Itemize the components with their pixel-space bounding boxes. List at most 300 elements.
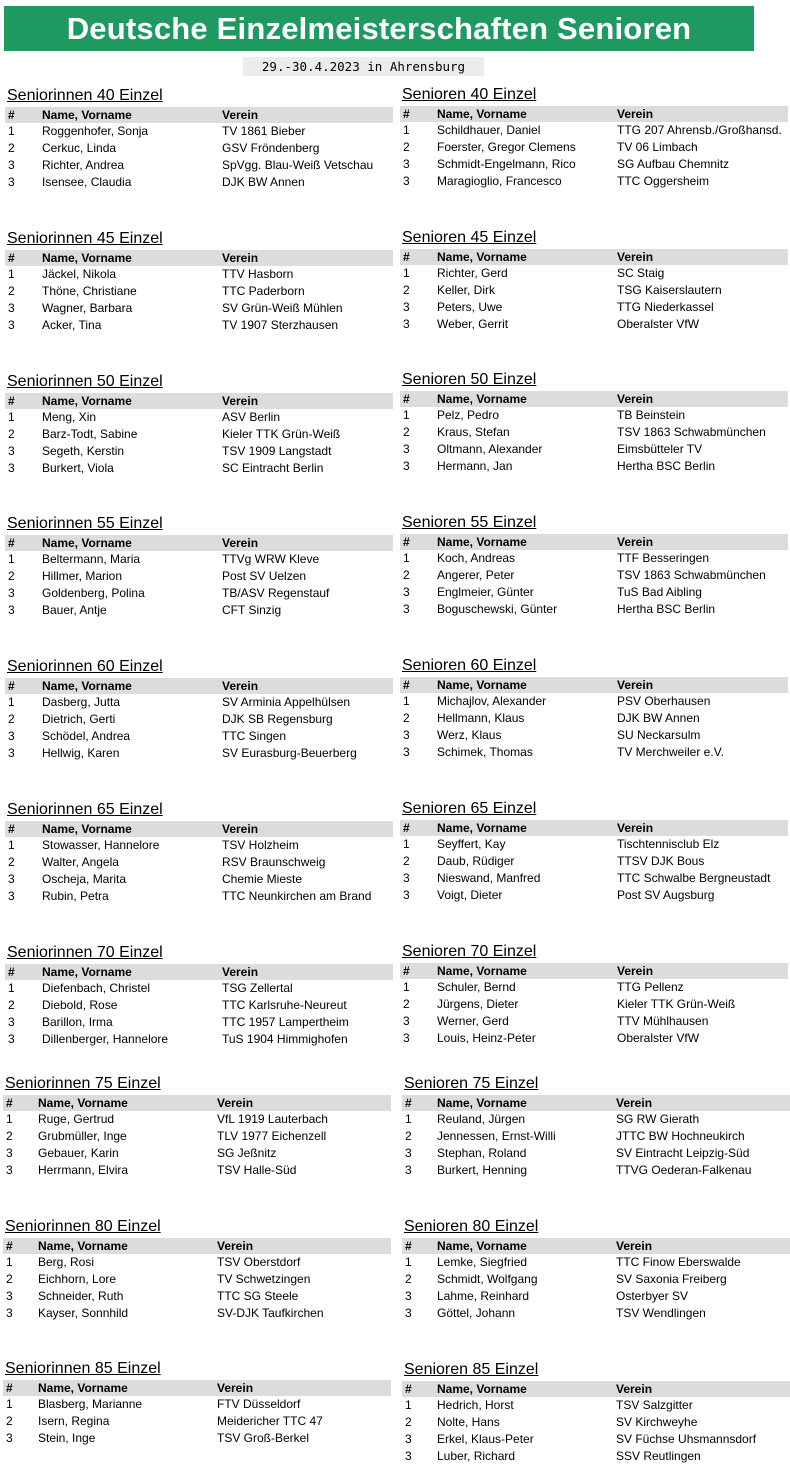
- rank-cell: 2: [403, 283, 410, 297]
- rank-cell: 3: [405, 1306, 412, 1320]
- club-name: PSV Oberhausen: [617, 694, 711, 708]
- header-name: Name, Vorname: [38, 1381, 128, 1395]
- table-row: [5, 602, 393, 619]
- club-name: TTVg WRW Kleve: [222, 552, 320, 566]
- table-row: [5, 854, 393, 871]
- player-name: Luber, Richard: [437, 1449, 516, 1463]
- club-name: TTG Niederkassel: [617, 300, 714, 314]
- player-name: Foerster, Gregor Clemens: [437, 140, 576, 154]
- player-name: Richter, Andrea: [42, 158, 125, 172]
- rank-cell: 1: [6, 1112, 13, 1126]
- club-name: SG Jeßnitz: [217, 1146, 277, 1160]
- player-name: Nolte, Hans: [437, 1415, 500, 1429]
- rank-cell: 1: [405, 1255, 412, 1269]
- club-name: TTC SG Steele: [217, 1289, 299, 1303]
- results-section: [5, 86, 393, 191]
- table-row: [5, 123, 393, 140]
- header-name: Name, Vorname: [42, 536, 132, 550]
- rank-cell: 2: [405, 1415, 412, 1429]
- table-row: [400, 156, 788, 173]
- table-row: [400, 567, 788, 584]
- header-rank: #: [8, 251, 15, 265]
- table-row: [5, 283, 393, 300]
- table-row: [5, 317, 393, 334]
- header-rank: #: [405, 1382, 412, 1396]
- rank-cell: 3: [8, 872, 15, 886]
- club-name: TuS Bad Aibling: [617, 585, 702, 599]
- table-header: [3, 1238, 391, 1254]
- rank-cell: 2: [6, 1414, 13, 1428]
- player-name: Barz-Todt, Sabine: [42, 427, 138, 441]
- club-name: DJK SB Regensburg: [222, 712, 333, 726]
- table-row: [5, 837, 393, 854]
- section-title: Seniorinnen 45 Einzel: [7, 230, 163, 247]
- rank-cell: 1: [403, 837, 410, 851]
- table-row: [400, 693, 788, 710]
- rank-cell: 3: [403, 459, 410, 473]
- club-name: SG RW Gierath: [616, 1112, 700, 1126]
- table-row: [400, 996, 788, 1013]
- table-row: [5, 997, 393, 1014]
- rank-cell: 3: [403, 745, 410, 759]
- table-row: [5, 426, 393, 443]
- header-name: Name, Vorname: [437, 678, 527, 692]
- results-section: [3, 1217, 391, 1322]
- rank-cell: 3: [8, 461, 15, 475]
- header-club: Verein: [222, 822, 259, 836]
- rank-cell: 1: [405, 1398, 412, 1412]
- header-club: Verein: [617, 107, 654, 121]
- rank-cell: 2: [405, 1272, 412, 1286]
- club-name: SV Grün-Weiß Mühlen: [222, 301, 343, 315]
- results-section: [400, 85, 788, 190]
- club-name: Tischtennisclub Elz: [617, 837, 720, 851]
- rank-cell: 1: [6, 1255, 13, 1269]
- header-club: Verein: [617, 964, 654, 978]
- table-row: [5, 888, 393, 905]
- rank-cell: 3: [8, 603, 15, 617]
- club-name: TuS 1904 Himmighofen: [222, 1032, 348, 1046]
- rank-cell: 3: [403, 728, 410, 742]
- club-name: VfL 1919 Lauterbach: [217, 1112, 328, 1126]
- rank-cell: 1: [403, 408, 410, 422]
- table-header: [5, 393, 393, 409]
- header-name: Name, Vorname: [42, 394, 132, 408]
- section-title: Seniorinnen 75 Einzel: [5, 1075, 161, 1092]
- club-name: RSV Braunschweig: [222, 855, 326, 869]
- rank-cell: 2: [8, 569, 15, 583]
- table-row: [402, 1145, 790, 1162]
- rank-cell: 3: [6, 1146, 13, 1160]
- rank-cell: 3: [8, 158, 15, 172]
- rank-cell: 3: [405, 1432, 412, 1446]
- table-row: [400, 299, 788, 316]
- results-section: [400, 370, 788, 475]
- club-name: DJK BW Annen: [222, 175, 305, 189]
- results-section: [5, 229, 393, 334]
- rank-cell: 3: [403, 1014, 410, 1028]
- player-name: Peters, Uwe: [437, 300, 503, 314]
- table-row: [400, 316, 788, 333]
- header-club: Verein: [222, 394, 259, 408]
- rank-cell: 2: [8, 284, 15, 298]
- rank-cell: 1: [403, 980, 410, 994]
- header-name: Name, Vorname: [42, 251, 132, 265]
- club-name: TV 06 Limbach: [617, 140, 698, 154]
- table-row: [402, 1271, 790, 1288]
- rank-cell: 2: [403, 140, 410, 154]
- rank-cell: 3: [6, 1289, 13, 1303]
- player-name: Diefenbach, Christel: [42, 981, 151, 995]
- player-name: Nieswand, Manfred: [437, 871, 541, 885]
- club-name: SV Arminia Appelhülsen: [222, 695, 351, 709]
- rank-cell: 1: [8, 981, 15, 995]
- player-name: Voigt, Dieter: [437, 888, 503, 902]
- player-name: Oscheja, Marita: [42, 872, 127, 886]
- table-row: [400, 139, 788, 156]
- club-name: TSV 1909 Langstadt: [222, 444, 332, 458]
- rank-cell: 3: [405, 1163, 412, 1177]
- rank-cell: 1: [403, 694, 410, 708]
- player-name: Stephan, Roland: [437, 1146, 527, 1160]
- player-name: Kayser, Sonnhild: [38, 1306, 129, 1320]
- player-name: Lahme, Reinhard: [437, 1289, 530, 1303]
- results-section: [3, 1359, 391, 1447]
- results-section: [402, 1217, 790, 1322]
- player-name: Schödel, Andrea: [42, 729, 131, 743]
- club-name: Kieler TTK Grün-Weiß: [222, 427, 341, 441]
- rank-cell: 3: [8, 444, 15, 458]
- rank-cell: 3: [403, 300, 410, 314]
- club-name: TTF Besseringen: [617, 551, 710, 565]
- club-name: Hertha BSC Berlin: [617, 459, 716, 473]
- header-name: Name, Vorname: [437, 250, 527, 264]
- results-section: [400, 656, 788, 761]
- table-row: [3, 1111, 391, 1128]
- player-name: Dillenberger, Hannelore: [42, 1032, 169, 1046]
- header-club: Verein: [616, 1239, 653, 1253]
- player-name: Diebold, Rose: [42, 998, 118, 1012]
- club-name: TV Schwetzingen: [217, 1272, 311, 1286]
- club-name: TTC 1957 Lampertheim: [222, 1015, 349, 1029]
- player-name: Schildhauer, Daniel: [437, 123, 541, 137]
- section-title: Senioren 55 Einzel: [402, 514, 537, 531]
- table-header: [3, 1380, 391, 1396]
- rank-cell: 3: [6, 1306, 13, 1320]
- header-club: Verein: [617, 392, 654, 406]
- club-name: TV Merchweiler e.V.: [617, 745, 724, 759]
- header-club: Verein: [616, 1382, 653, 1396]
- player-name: Eichhorn, Lore: [38, 1272, 117, 1286]
- player-name: Dietrich, Gerti: [42, 712, 116, 726]
- player-name: Daub, Rüdiger: [437, 854, 515, 868]
- club-name: Post SV Augsburg: [617, 888, 715, 902]
- section-title: Seniorinnen 60 Einzel: [7, 658, 163, 675]
- rank-cell: 3: [6, 1431, 13, 1445]
- rank-cell: 3: [8, 586, 15, 600]
- rank-cell: 2: [8, 998, 15, 1012]
- club-name: TB/ASV Regenstauf: [222, 586, 330, 600]
- page-title: Deutsche Einzelmeisterschaften Senioren: [4, 6, 754, 51]
- table-row: [5, 585, 393, 602]
- header-club: Verein: [617, 250, 654, 264]
- club-name: TTG 207 Ahrensb./Großhansd.: [617, 123, 782, 137]
- player-name: Jäckel, Nikola: [42, 267, 117, 281]
- club-name: TB Beinstein: [617, 408, 686, 422]
- club-name: SC Staig: [617, 266, 665, 280]
- club-name: TTC Schwalbe Bergneustadt: [617, 871, 771, 885]
- player-name: Werz, Klaus: [437, 728, 502, 742]
- player-name: Isensee, Claudia: [42, 175, 132, 189]
- rank-cell: 3: [8, 301, 15, 315]
- player-name: Bauer, Antje: [42, 603, 107, 617]
- section-title: Senioren 45 Einzel: [402, 229, 537, 246]
- player-name: Walter, Angela: [42, 855, 119, 869]
- rank-cell: 3: [403, 871, 410, 885]
- player-name: Pelz, Pedro: [437, 408, 500, 422]
- rank-cell: 3: [405, 1449, 412, 1463]
- player-name: Werner, Gerd: [437, 1014, 509, 1028]
- header-club: Verein: [222, 965, 259, 979]
- header-club: Verein: [217, 1381, 254, 1395]
- rank-cell: 3: [6, 1163, 13, 1177]
- section-title: Seniorinnen 70 Einzel: [7, 944, 163, 961]
- club-name: SV-DJK Taufkirchen: [217, 1306, 324, 1320]
- club-name: TSV Wendlingen: [616, 1306, 706, 1320]
- player-name: Erkel, Klaus-Peter: [437, 1432, 534, 1446]
- header-rank: #: [8, 822, 15, 836]
- table-header: [400, 106, 788, 122]
- player-name: Schmidt, Wolfgang: [437, 1272, 538, 1286]
- club-name: TSV Halle-Süd: [217, 1163, 297, 1177]
- club-name: SC Eintracht Berlin: [222, 461, 324, 475]
- table-header: [3, 1095, 391, 1111]
- rank-cell: 3: [8, 1032, 15, 1046]
- player-name: Hellmann, Klaus: [437, 711, 525, 725]
- table-row: [3, 1413, 391, 1430]
- player-name: Stein, Inge: [38, 1431, 96, 1445]
- club-name: Hertha BSC Berlin: [617, 602, 716, 616]
- rank-cell: 3: [8, 729, 15, 743]
- header-name: Name, Vorname: [437, 107, 527, 121]
- header-rank: #: [8, 679, 15, 693]
- club-name: TTVG Oederan-Falkenau: [616, 1163, 752, 1177]
- table-row: [5, 409, 393, 426]
- player-name: Hellwig, Karen: [42, 746, 120, 760]
- header-club: Verein: [217, 1096, 254, 1110]
- results-section: [402, 1074, 790, 1179]
- table-header: [5, 250, 393, 266]
- table-header: [402, 1381, 790, 1397]
- header-club: Verein: [617, 678, 654, 692]
- results-section: [400, 942, 788, 1047]
- table-row: [3, 1396, 391, 1413]
- header-rank: #: [403, 535, 410, 549]
- table-header: [5, 821, 393, 837]
- table-row: [400, 887, 788, 904]
- player-name: Keller, Dirk: [437, 283, 496, 297]
- table-row: [5, 694, 393, 711]
- rank-cell: 2: [6, 1272, 13, 1286]
- table-row: [400, 458, 788, 475]
- player-name: Jürgens, Dieter: [437, 997, 519, 1011]
- table-row: [400, 601, 788, 618]
- table-header: [5, 964, 393, 980]
- player-name: Rubin, Petra: [42, 889, 109, 903]
- section-title: Seniorinnen 40 Einzel: [7, 87, 163, 104]
- player-name: Göttel, Johann: [437, 1306, 516, 1320]
- table-header: [400, 677, 788, 693]
- rank-cell: 3: [8, 318, 15, 332]
- header-rank: #: [6, 1239, 13, 1253]
- club-name: TSV Salzgitter: [616, 1398, 693, 1412]
- table-row: [400, 727, 788, 744]
- player-name: Cerkuc, Linda: [42, 141, 117, 155]
- club-name: SV Saxonia Freiberg: [616, 1272, 727, 1286]
- player-name: Dasberg, Jutta: [42, 695, 121, 709]
- results-section: [5, 372, 393, 477]
- header-name: Name, Vorname: [38, 1096, 128, 1110]
- section-title: Seniorinnen 55 Einzel: [7, 515, 163, 532]
- club-name: Post SV Uelzen: [222, 569, 307, 583]
- rank-cell: 3: [403, 585, 410, 599]
- table-row: [400, 122, 788, 139]
- table-row: [3, 1288, 391, 1305]
- header-name: Name, Vorname: [437, 1382, 527, 1396]
- club-name: SG Aufbau Chemnitz: [617, 157, 730, 171]
- rank-cell: 1: [8, 695, 15, 709]
- player-name: Michajlov, Alexander: [437, 694, 547, 708]
- club-name: Oberalster VfW: [617, 1031, 700, 1045]
- header-club: Verein: [617, 821, 654, 835]
- table-row: [400, 836, 788, 853]
- club-name: CFT Sinzig: [222, 603, 282, 617]
- club-name: TTC Oggersheim: [617, 174, 710, 188]
- table-header: [400, 963, 788, 979]
- club-name: TV 1907 Sterzhausen: [222, 318, 339, 332]
- club-name: Kieler TTK Grün-Weiß: [617, 997, 736, 1011]
- player-name: Englmeier, Günter: [437, 585, 534, 599]
- rank-cell: 3: [403, 157, 410, 171]
- table-row: [400, 710, 788, 727]
- rank-cell: 2: [8, 427, 15, 441]
- player-name: Jennessen, Ernst-Willi: [437, 1129, 556, 1143]
- player-name: Maragioglio, Francesco: [437, 174, 562, 188]
- table-row: [3, 1271, 391, 1288]
- rank-cell: 3: [403, 602, 410, 616]
- rank-cell: 3: [8, 1015, 15, 1029]
- club-name: Chemie Mieste: [222, 872, 303, 886]
- table-row: [5, 443, 393, 460]
- results-section: [5, 514, 393, 619]
- table-row: [400, 282, 788, 299]
- section-title: Seniorinnen 65 Einzel: [7, 801, 163, 818]
- header-name: Name, Vorname: [38, 1239, 128, 1253]
- header-name: Name, Vorname: [437, 1096, 527, 1110]
- table-header: [400, 391, 788, 407]
- player-name: Hillmer, Marion: [42, 569, 123, 583]
- club-name: TSG Kaiserslautern: [617, 283, 722, 297]
- club-name: SV Eintracht Leipzig-Süd: [616, 1146, 750, 1160]
- club-name: TSV Holzheim: [222, 838, 299, 852]
- player-name: Hermann, Jan: [437, 459, 513, 473]
- table-row: [3, 1430, 391, 1447]
- club-name: Osterbyer SV: [616, 1289, 689, 1303]
- player-name: Berg, Rosi: [38, 1255, 95, 1269]
- table-header: [402, 1238, 790, 1254]
- player-name: Barillon, Irma: [42, 1015, 113, 1029]
- table-row: [5, 140, 393, 157]
- club-name: Oberalster VfW: [617, 317, 700, 331]
- section-title: Senioren 60 Einzel: [402, 657, 537, 674]
- table-row: [5, 551, 393, 568]
- player-name: Schuler, Bernd: [437, 980, 516, 994]
- rank-cell: 3: [403, 1031, 410, 1045]
- table-row: [402, 1111, 790, 1128]
- header-name: Name, Vorname: [437, 1239, 527, 1253]
- section-title: Seniorinnen 50 Einzel: [7, 373, 163, 390]
- rank-cell: 2: [405, 1129, 412, 1143]
- club-name: TTG Pellenz: [617, 980, 684, 994]
- header-rank: #: [403, 392, 410, 406]
- club-name: TSV 1863 Schwabmünchen: [617, 568, 766, 582]
- table-row: [5, 728, 393, 745]
- player-name: Schneider, Ruth: [38, 1289, 124, 1303]
- header-rank: #: [403, 821, 410, 835]
- rank-cell: 3: [8, 746, 15, 760]
- section-title: Senioren 75 Einzel: [404, 1075, 539, 1092]
- table-row: [5, 568, 393, 585]
- rank-cell: 3: [405, 1146, 412, 1160]
- header-rank: #: [403, 678, 410, 692]
- header-name: Name, Vorname: [437, 392, 527, 406]
- player-name: Burkert, Henning: [437, 1163, 528, 1177]
- rank-cell: 3: [403, 888, 410, 902]
- player-name: Isern, Regina: [38, 1414, 110, 1428]
- header-name: Name, Vorname: [42, 965, 132, 979]
- rank-cell: 2: [8, 712, 15, 726]
- results-section: [402, 1360, 790, 1465]
- club-name: TLV 1977 Eichenzell: [217, 1129, 327, 1143]
- table-row: [402, 1305, 790, 1322]
- player-name: Stowasser, Hannelore: [42, 838, 160, 852]
- club-name: TSV Groß-Berkel: [217, 1431, 310, 1445]
- rank-cell: 1: [403, 123, 410, 137]
- table-header: [5, 107, 393, 123]
- table-header: [400, 534, 788, 550]
- player-name: Grubmüller, Inge: [38, 1129, 127, 1143]
- player-name: Oltmann, Alexander: [437, 442, 543, 456]
- table-row: [400, 1030, 788, 1047]
- player-name: Wagner, Barbara: [42, 301, 133, 315]
- club-name: TTV Mühlhausen: [617, 1014, 709, 1028]
- table-row: [5, 460, 393, 477]
- rank-cell: 1: [8, 552, 15, 566]
- player-name: Kraus, Stefan: [437, 425, 510, 439]
- header-rank: #: [8, 965, 15, 979]
- table-row: [400, 265, 788, 282]
- table-row: [5, 157, 393, 174]
- header-rank: #: [403, 250, 410, 264]
- table-row: [5, 871, 393, 888]
- table-header: [5, 678, 393, 694]
- table-row: [402, 1414, 790, 1431]
- results-section: [5, 657, 393, 762]
- club-name: TTC Singen: [222, 729, 287, 743]
- results-section: [3, 1074, 391, 1179]
- rank-cell: 1: [8, 267, 15, 281]
- club-name: SSV Reutlingen: [616, 1449, 701, 1463]
